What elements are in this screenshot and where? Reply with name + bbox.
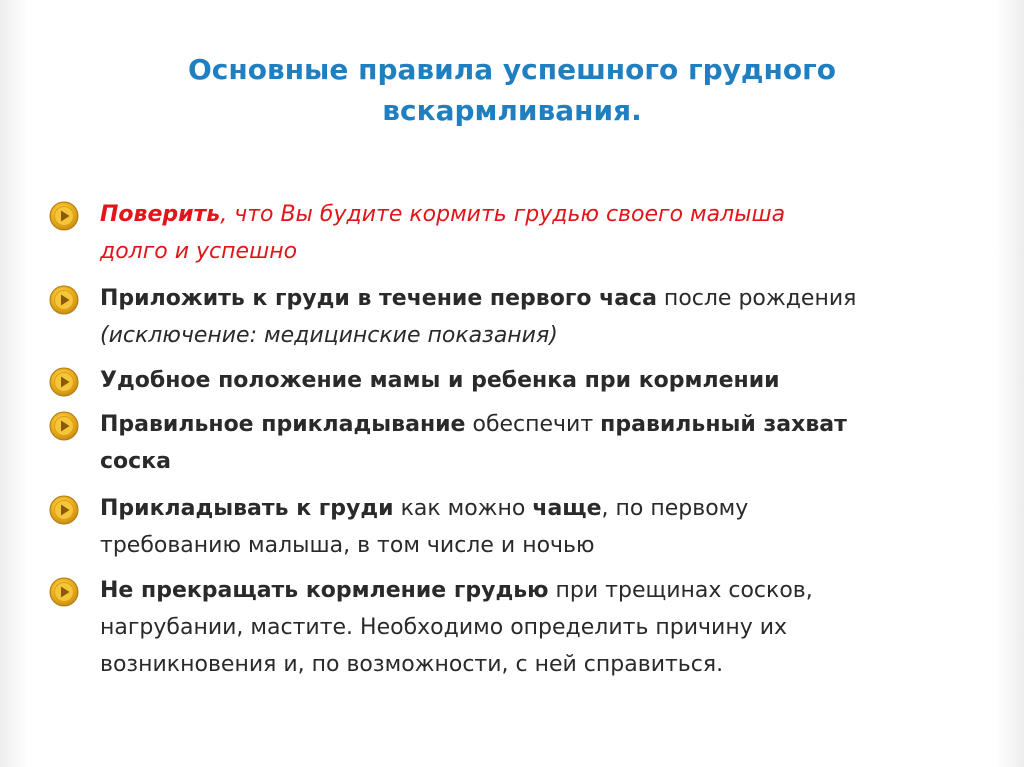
- bullet-line: [100, 362, 930, 399]
- bullet-line: [100, 317, 930, 354]
- text-run: соска: [100, 449, 171, 474]
- bullet-line: [100, 490, 930, 527]
- text-run: при трещинах сосков,: [548, 578, 813, 603]
- bullet-line: [100, 443, 930, 480]
- bullet-line: [100, 280, 930, 317]
- text-run: правильный захват: [600, 412, 847, 437]
- play-circle-icon: [48, 410, 80, 442]
- text-run: после рождения: [656, 286, 857, 311]
- text-run: Удобное положение мамы и ребенка при кормлении: [100, 368, 780, 393]
- bullet-line: [100, 646, 930, 683]
- text-run: Приложить к груди в течение первого часа: [100, 286, 657, 311]
- bullet-line: [100, 572, 930, 609]
- text-run: возникновения и, по возможности, с ней справиться.: [100, 652, 724, 677]
- bullet-text: [100, 406, 930, 480]
- bullet-text: [100, 196, 930, 270]
- play-circle-icon: [48, 366, 80, 398]
- text-run: как можно: [393, 496, 533, 521]
- bullet-line: [100, 527, 930, 564]
- text-run: , что Вы будите кормить грудью своего малыша: [220, 202, 786, 227]
- title-line: Основные правила успешного грудного: [188, 53, 836, 86]
- bullet-text: [100, 362, 930, 399]
- text-run: чаще: [532, 496, 602, 521]
- text-run: обеспечит: [465, 412, 601, 437]
- text-run: требованию малыша, в том числе и ночью: [100, 533, 595, 558]
- text-run: долго и успешно: [100, 239, 298, 264]
- bullet-text: [100, 572, 930, 683]
- bullet-line: [100, 406, 930, 443]
- bullet-text: [100, 280, 930, 354]
- play-circle-icon: [48, 200, 80, 232]
- text-run: , по первому: [601, 496, 749, 521]
- text-run: (исключение: медицинские показания): [100, 323, 558, 348]
- text-run: Поверить: [100, 202, 221, 227]
- bullet-line: [100, 233, 930, 270]
- play-circle-icon: [48, 284, 80, 316]
- text-run: нагрубании, мастите. Необходимо определить причину их: [100, 615, 788, 640]
- text-run: Прикладывать к груди: [100, 496, 394, 521]
- play-circle-icon: [48, 494, 80, 526]
- play-circle-icon: [48, 576, 80, 608]
- bullet-line: [100, 609, 930, 646]
- text-run: Не прекращать кормление грудью: [100, 578, 549, 603]
- title-line: вскармливания.: [382, 94, 642, 127]
- bullet-text: [100, 490, 930, 564]
- bullet-line: [100, 196, 930, 233]
- text-run: Правильное прикладывание: [100, 412, 466, 437]
